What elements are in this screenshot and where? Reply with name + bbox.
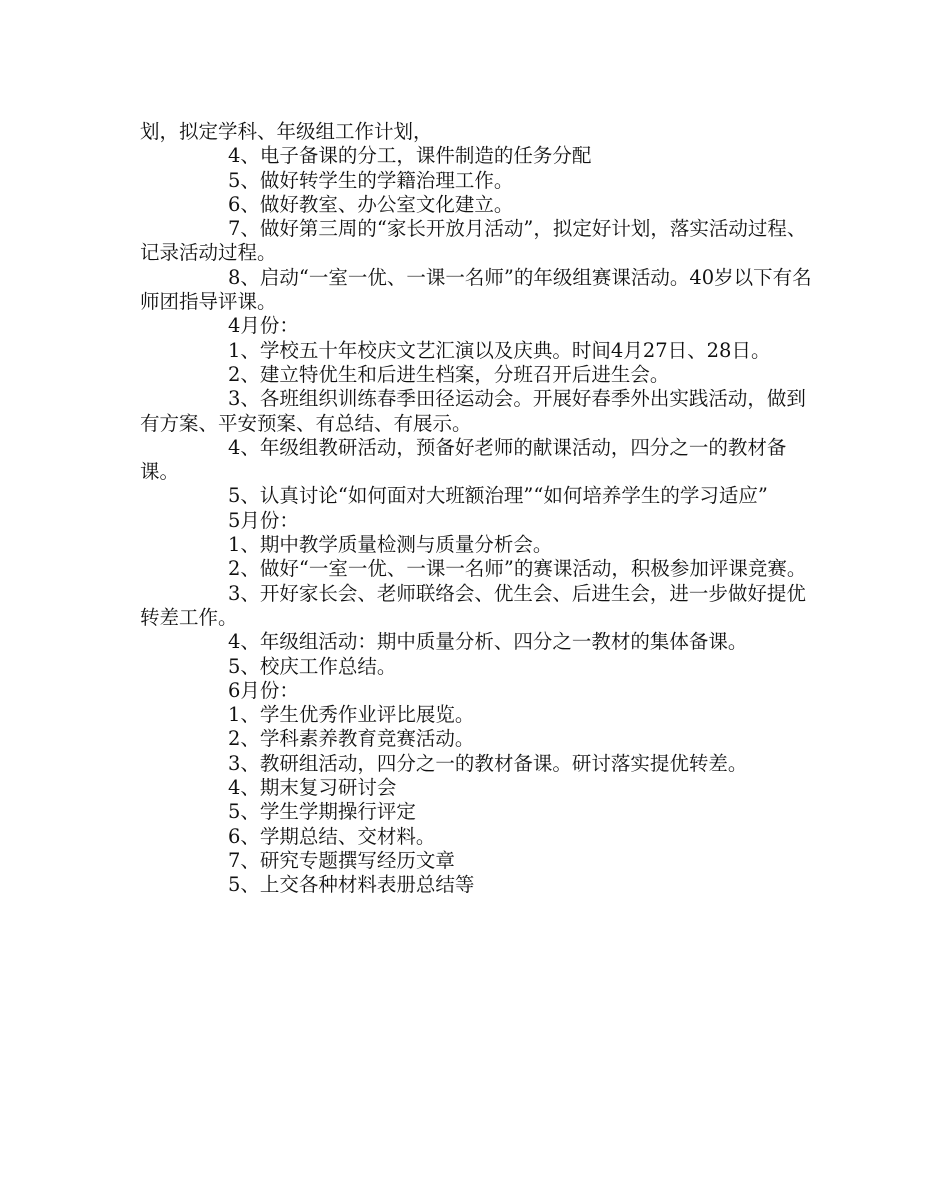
- list-item: 5、做好转学生的学籍治理工作。: [228, 168, 514, 192]
- list-item: 1、学校五十年校庆文艺汇演以及庆典。时间4月27日、28日。: [228, 338, 771, 362]
- list-item: 3、教研组活动，四分之一的教材备课。研讨落实提优转差。: [228, 751, 748, 775]
- list-item: 4、期末复习研讨会: [228, 776, 397, 800]
- list-item: 4、年级组活动：期中质量分析、四分之一教材的集体备课。: [228, 630, 748, 654]
- list-item: 2、学科素养教育竞赛活动。: [228, 727, 475, 751]
- list-item: 2、建立特优生和后进生档案，分班召开后进生会。: [228, 362, 670, 386]
- list-item: 5、学生学期操行评定: [228, 800, 416, 824]
- list-item: 4、年级组教研活动，预备好老师的献课活动，四分之一的教材备课。: [140, 435, 787, 484]
- list-item: 6、做好教室、办公室文化建立。: [228, 192, 514, 216]
- list-item: 3、各班组织训练春季田径运动会。开展好春季外出实践活动，做到有方案、平安预案、有总结、有展示。: [140, 387, 806, 435]
- list-item: 5、上交各种材料表册总结等: [228, 873, 475, 897]
- section-heading-june: 6月份：: [228, 678, 299, 702]
- section-heading-april: 4月份：: [228, 314, 299, 338]
- list-item: 8、启动“一室一优、一课一名师”的年级组赛课活动。40岁以下有名师团指导评课。: [140, 265, 812, 314]
- list-item: 1、期中教学质量检测与质量分析会。: [228, 533, 553, 557]
- list-item: 3、开好家长会、老师联络会、优生会、后进生会，进一步做好提优转差工作。: [140, 581, 806, 629]
- list-item: 2、做好“一室一优、一课一名师”的赛课活动，积极参加评课竞赛。: [228, 557, 807, 581]
- list-item: 4、电子备课的分工，课件制造的任务分配: [228, 144, 592, 168]
- paragraph-continuation: 划，拟定学科、年级组工作计划，: [140, 120, 433, 143]
- section-heading-may: 5月份：: [228, 508, 299, 532]
- list-item: 5、校庆工作总结。: [228, 654, 397, 678]
- list-item: 7、研究专题撰写经历文章: [228, 848, 455, 872]
- list-item: 6、学期总结、交材料。: [228, 824, 436, 848]
- list-item: 7、做好第三周的“家长开放月活动”，拟定好计划，落实活动过程、记录活动过程。: [140, 217, 807, 265]
- list-item: 5、认真讨论“如何面对大班额治理”“如何培养学生的学习适应”: [228, 484, 768, 508]
- list-item: 1、学生优秀作业评比展览。: [228, 703, 475, 727]
- document-body: [140, 120, 820, 898]
